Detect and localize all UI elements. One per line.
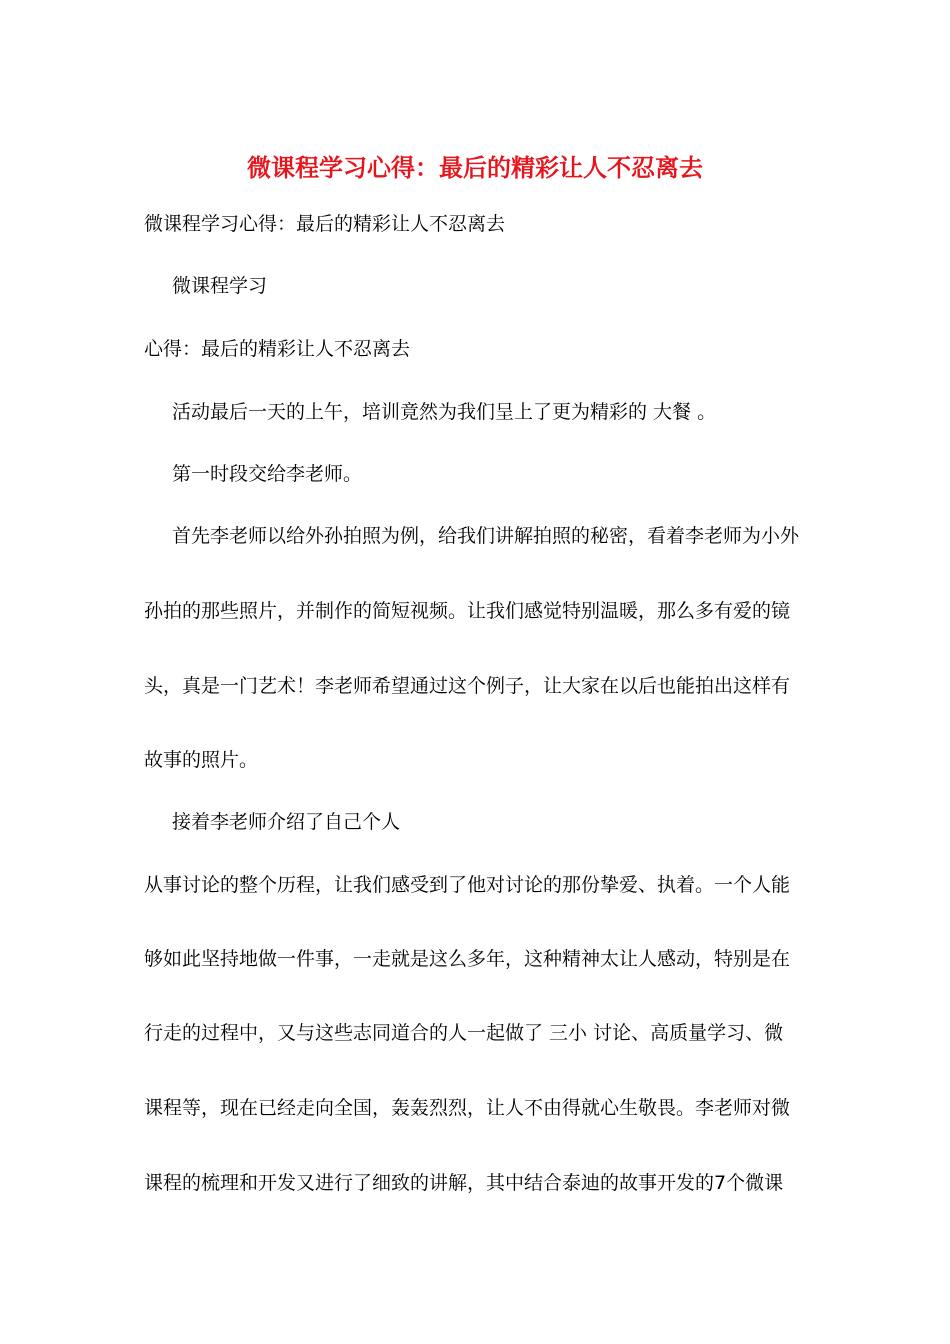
paragraph-line: 行走的过程中，又与这些志同道合的人一起做了 三小 讨论、高质量学习、微	[144, 1022, 784, 1044]
paragraph-line: 心得：最后的精彩让人不忍离去	[144, 338, 411, 360]
page-title: 微课程学习心得：最后的精彩让人不忍离去	[247, 153, 703, 182]
paragraph-line: 首先李老师以给外孙拍照为例，给我们讲解拍照的秘密，看着李老师为小外	[172, 525, 800, 547]
paragraph-line: 第一时段交给李老师。	[172, 463, 363, 485]
paragraph-line: 微课程学习	[172, 275, 268, 297]
paragraph-line: 从事讨论的整个历程，让我们感受到了他对讨论的那份挚爱、执着。一个人能	[144, 874, 791, 896]
paragraph-line: 孙拍的那些照片，并制作的简短视频。让我们感觉特别温暖，那么多有爱的镜	[144, 600, 791, 622]
paragraph-line: 课程等，现在已经走向全国，轰轰烈烈，让人不由得就心生敬畏。李老师对微	[144, 1097, 791, 1119]
paragraph-line: 头，真是一门艺术！李老师希望通过这个例子，让大家在以后也能拍出这样有	[144, 675, 791, 697]
subtitle-line: 微课程学习心得：最后的精彩让人不忍离去	[144, 213, 506, 235]
paragraph-line: 故事的照片。	[144, 749, 259, 771]
paragraph-line: 接着李老师介绍了自己个人	[172, 811, 401, 833]
paragraph-line: 够如此坚持地做一件事，一走就是这么多年，这种精神太让人感动，特别是在	[144, 948, 791, 970]
paragraph-line: 活动最后一天的上午，培训竟然为我们呈上了更为精彩的 大餐 。	[172, 401, 717, 423]
paragraph-line: 课程的梳理和开发又进行了细致的讲解，其中结合泰迪的故事开发的7个微课	[144, 1172, 784, 1194]
